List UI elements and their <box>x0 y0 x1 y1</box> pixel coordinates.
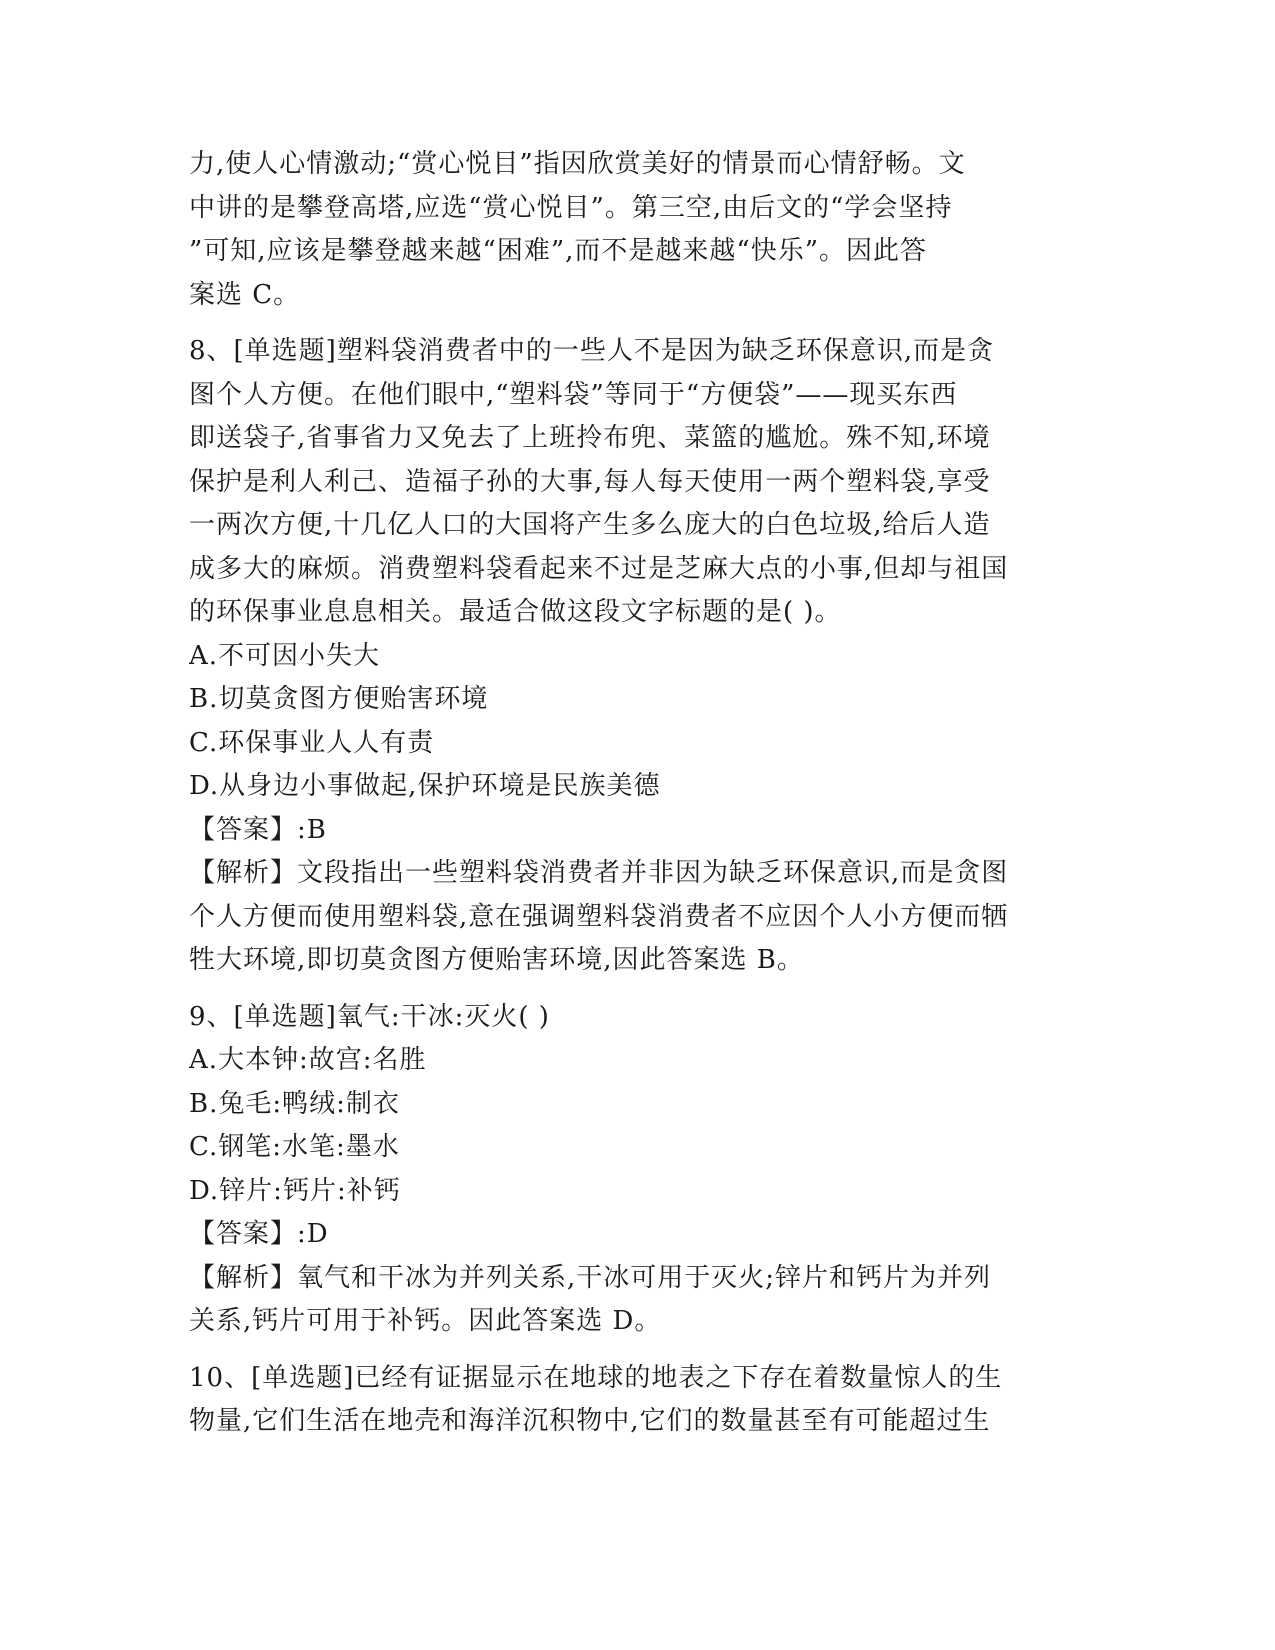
option-c: C.钢笔:水笔:墨水 <box>189 1132 400 1162</box>
text-line: 牲大环境,即切莫贪图方便贻害环境,因此答案选 B。 <box>189 945 804 975</box>
text-line: 的环保事业息息相关。最适合做这段文字标题的是( )。 <box>189 597 842 627</box>
paragraph-gap <box>189 1344 1069 1357</box>
text-line: 图个人方便。在他们眼中,“塑料袋”等同于“方便袋”——现买东西 <box>189 379 958 410</box>
question-9-stem: 9、[单选题]氧气:干冰:灭火( ) <box>189 1001 550 1032</box>
paragraph-gap <box>189 983 1069 996</box>
option-a: A.不可因小失大 <box>189 640 381 671</box>
document-page <box>189 143 1069 1444</box>
text-line: 个人方便而使用塑料袋,意在强调塑料袋消费者不应因个人小方便而牺 <box>189 901 1009 932</box>
option-d: D.从身边小事做起,保护环境是民族美德 <box>189 771 661 801</box>
explanation: 【解析】文段指出一些塑料袋消费者并非因为缺乏环保意识,而是贪图 <box>189 858 1009 888</box>
text-line: 保护是利人利己、造福子孙的大事,每人每天使用一两个塑料袋,享受 <box>189 466 991 497</box>
question-8-stem: 8、[单选题]塑料袋消费者中的一些人不是因为缺乏环保意识,而是贪 <box>189 336 995 366</box>
option-a: A.大本钟:故宫:名胜 <box>189 1045 427 1075</box>
paragraph-gap <box>189 317 1069 330</box>
text-line: 物量,它们生活在地壳和海洋沉积物中,它们的数量甚至有可能超过生 <box>189 1406 991 1436</box>
option-b: B.切莫贪图方便贻害环境 <box>189 684 489 714</box>
text-line: ”可知,应该是攀登越来越“困难”,而不是越来越“快乐”。因此答 <box>189 236 927 266</box>
text-line: 力,使人心情激动;“赏心悦目”指因欣赏美好的情景而心情舒畅。文 <box>189 149 966 179</box>
text-line: 成多大的麻烦。消费塑料袋看起来不过是芝麻大点的小事,但却与祖国 <box>189 553 1009 584</box>
explanation: 【解析】氧气和干冰为并列关系,干冰可用于灭火;锌片和钙片为并列 <box>189 1262 992 1293</box>
question-10-stem: 10、[单选题]已经有证据显示在地球的地表之下存在着数量惊人的生 <box>189 1362 1003 1393</box>
text-line: 关系,钙片可用于补钙。因此答案选 D。 <box>189 1306 662 1336</box>
text-line: 即送袋子,省事省力又免去了上班拎布兜、菜篮的尴尬。殊不知,环境 <box>189 423 991 453</box>
option-b: B.兔毛:鸭绒:制衣 <box>189 1088 400 1119</box>
answer: 【答案】:B <box>189 814 327 845</box>
text-line: 中讲的是攀登高塔,应选“赏心悦目”。第三空,由后文的“学会坚持 <box>189 192 953 223</box>
option-c: C.环保事业人人有责 <box>189 727 435 758</box>
answer: 【答案】:D <box>189 1219 329 1249</box>
text-line: 一两次方便,十几亿人口的大国将产生多么庞大的白色垃圾,给后人造 <box>189 510 991 540</box>
text-line: 案选 C。 <box>189 279 301 310</box>
option-d: D.锌片:钙片:补钙 <box>189 1175 401 1206</box>
